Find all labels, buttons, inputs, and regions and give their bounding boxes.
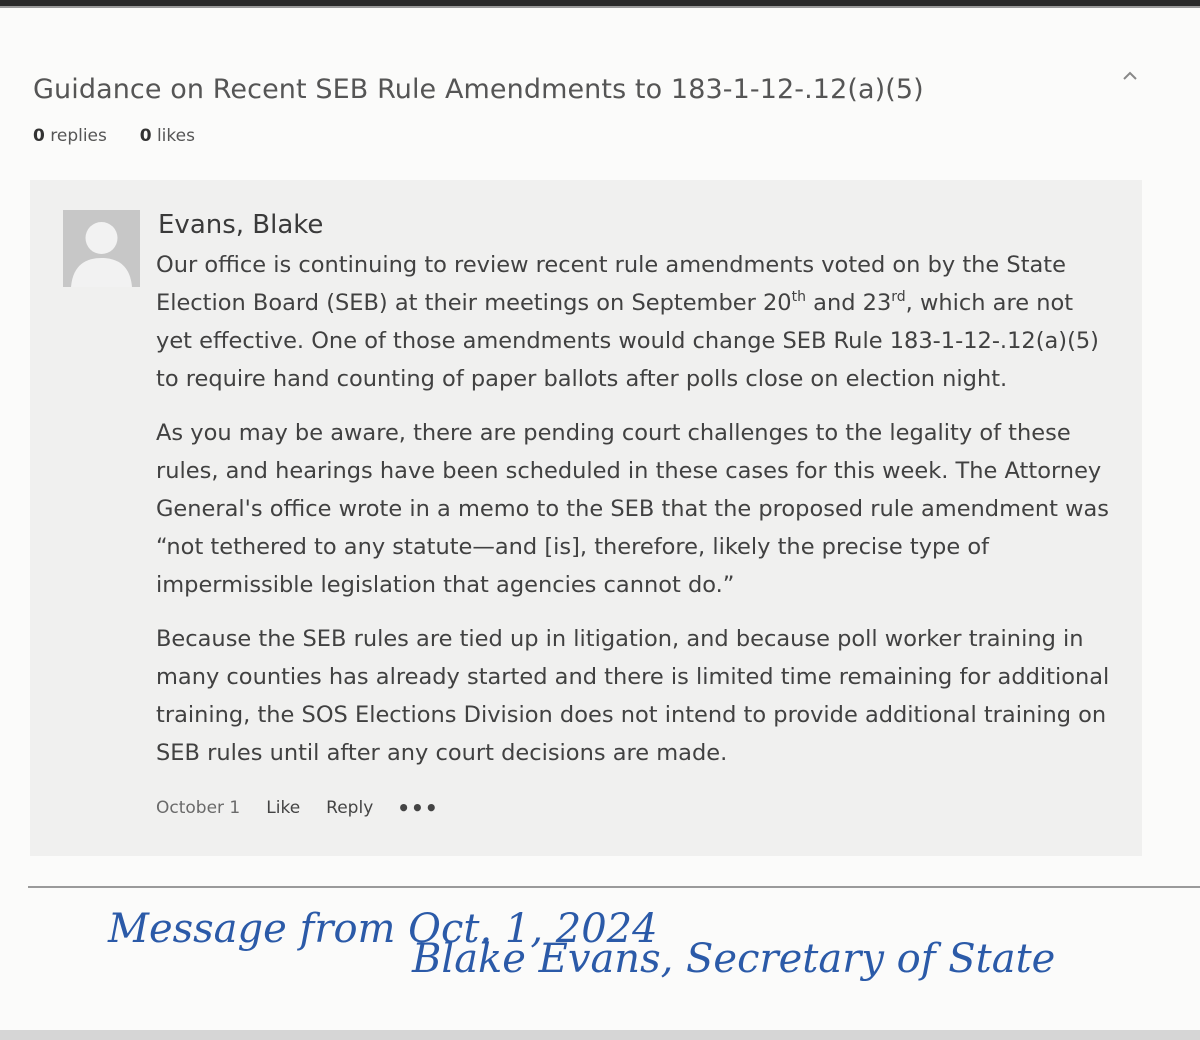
post-actions <box>156 796 439 820</box>
likes-label[interactable]: likes <box>156 126 195 146</box>
scan-edge-bottom <box>0 1030 1200 1040</box>
thread-stats <box>33 126 195 146</box>
post-body <box>156 246 1116 788</box>
reply-button[interactable]: Reply <box>326 798 374 818</box>
likes-count: 0 <box>139 126 152 146</box>
post-paragraph-3: Because the SEB rules are tied up in litigation, and because poll worker training in many counties has already started and there is limited time remaining for additional training, the SOS Elections Division does not intend to provide additional training on SEB rules until after any court decisions are made. <box>156 626 1110 766</box>
handwritten-note-line-2: Blake Evans, Secretary of State <box>412 936 1056 982</box>
post-card <box>30 180 1142 856</box>
thread-title: Guidance on Recent SEB Rule Amendments to 183-1-12-.12(a)(5) <box>33 74 924 105</box>
scan-edge-shade <box>0 6 1200 8</box>
avatar[interactable] <box>63 210 140 287</box>
chevron-up-icon[interactable] <box>1118 66 1142 86</box>
default-user-icon <box>63 210 140 287</box>
handwritten-note-line-1: Message from Oct. 1, 2024 <box>108 906 658 952</box>
post-date: October 1 <box>156 798 241 818</box>
like-button[interactable]: Like <box>266 798 301 818</box>
post-paragraph-1: Our office is continuing to review recent rule amendments voted on by the State Election Board (SEB) at their meetings on September 20th and 23rd, which are not yet effective. One of those amendments would change SEB Rule 183-1-12-.12(a)(5) to require hand counting of paper ballots after polls close on election night. <box>156 252 1099 392</box>
replies-count: 0 <box>33 126 45 146</box>
replies-label[interactable]: replies <box>50 126 107 146</box>
divider <box>28 886 1200 888</box>
post-paragraph-2: As you may be aware, there are pending court challenges to the legality of these rules, and hearings have been scheduled in these cases for this week. The Attorney General's office wrote in a memo to the SEB that the proposed rule amendment was “not tethered to any statute—and [is], therefore, likely the precise type of impermissible legislation that agencies cannot do.” <box>156 420 1109 598</box>
more-options-icon[interactable]: ••• <box>397 796 439 820</box>
author-name[interactable]: Evans, Blake <box>158 210 324 240</box>
